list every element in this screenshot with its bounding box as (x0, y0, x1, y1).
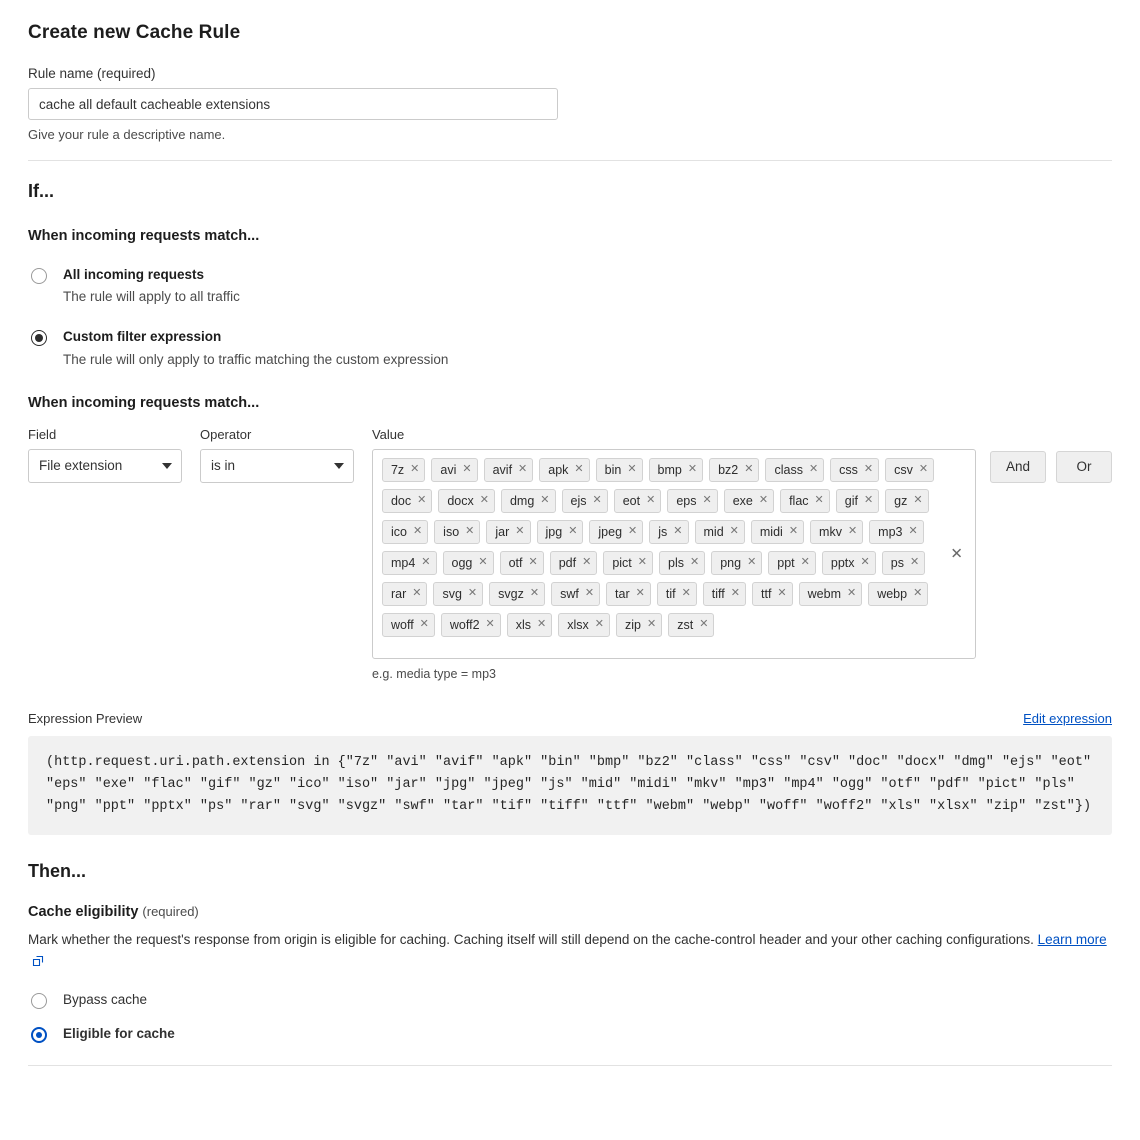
bottom-divider (28, 1065, 1112, 1066)
token-mp3[interactable] (869, 520, 924, 544)
token-label: tif (665, 586, 676, 601)
token-remove-icon[interactable]: ✕ (788, 525, 799, 538)
token-label: webm (807, 586, 841, 601)
token-label: class (774, 462, 803, 477)
token-label: pls (668, 555, 684, 570)
token-label: gz (894, 493, 908, 508)
token-label: ppt (777, 555, 795, 570)
token-jpg[interactable] (537, 520, 584, 544)
token-mkv[interactable] (810, 520, 863, 544)
token-label: bin (604, 462, 622, 477)
token-remove-icon[interactable]: ✕ (485, 618, 495, 631)
token-mid[interactable] (695, 520, 745, 544)
token-ps[interactable] (882, 551, 925, 575)
token-remove-icon[interactable]: ✕ (568, 525, 578, 538)
radio-eligible-for-cache[interactable] (28, 1025, 1112, 1043)
token-ogg[interactable] (443, 551, 494, 575)
token-label: pict (612, 555, 632, 570)
field-label: Field (28, 426, 57, 442)
value-token-input[interactable] (372, 449, 976, 659)
operator-column (200, 427, 354, 483)
token-label: tiff (711, 586, 725, 601)
token-remove-icon[interactable]: ✕ (635, 587, 645, 600)
token-remove-icon[interactable]: ✕ (747, 556, 757, 569)
chevron-down-icon (334, 463, 344, 469)
token-remove-icon[interactable]: ✕ (846, 587, 857, 600)
token-label: zst (677, 617, 694, 632)
token-remove-icon[interactable]: ✕ (729, 525, 739, 538)
token-zip[interactable] (616, 613, 662, 637)
token-bz2[interactable] (709, 458, 759, 482)
token-remove-icon[interactable]: ✕ (582, 556, 592, 569)
token-label: swf (560, 586, 579, 601)
cache-eligibility-heading (28, 904, 1112, 920)
radio-icon-eligible-for-cache[interactable] (31, 1027, 47, 1043)
token-remove-icon[interactable]: ✕ (808, 463, 819, 476)
value-column (372, 427, 976, 681)
expression-builder (28, 427, 1112, 681)
token-pptx[interactable] (822, 551, 876, 575)
token-pdf[interactable] (550, 551, 598, 575)
token-label: flac (789, 493, 809, 508)
token-label: css (839, 462, 858, 477)
token-remove-icon[interactable]: ✕ (730, 587, 740, 600)
token-remove-icon[interactable]: ✕ (592, 494, 602, 507)
and-button[interactable]: And (990, 451, 1046, 483)
cache-eligibility-description-text: Mark whether the request's response from origin is eligible for caching. Caching itself will still depend on the cache-control header and your other caching configurations. (28, 932, 1038, 948)
token-remove-icon[interactable]: ✕ (594, 618, 605, 631)
if-section-title: If... (28, 181, 54, 201)
token-flac[interactable] (780, 489, 830, 513)
token-remove-icon[interactable]: ✕ (702, 494, 712, 507)
token-remove-icon[interactable]: ✕ (758, 494, 769, 507)
token-remove-icon[interactable]: ✕ (478, 556, 488, 569)
field-select[interactable] (28, 449, 182, 483)
token-remove-icon[interactable]: ✕ (687, 463, 698, 476)
token-remove-icon[interactable]: ✕ (467, 587, 478, 600)
radio-label-eligible-for-cache: Eligible for cache (63, 1026, 175, 1042)
token-label: ogg (451, 555, 473, 570)
token-remove-icon[interactable]: ✕ (574, 463, 584, 476)
token-otf[interactable] (500, 551, 544, 575)
token-label: jpeg (598, 524, 623, 539)
token-label: mid (703, 524, 724, 539)
operator-select[interactable] (200, 449, 354, 483)
token-pict[interactable] (603, 551, 653, 575)
token-jar[interactable] (486, 520, 530, 544)
token-remove-icon[interactable]: ✕ (918, 463, 929, 476)
token-remove-icon[interactable]: ✕ (800, 556, 810, 569)
token-remove-icon[interactable]: ✕ (462, 463, 472, 476)
token-woff2[interactable] (441, 613, 501, 637)
expression-preview-box: (http.request.uri.path.extension in {"7z" "avi" "avif" "apk" "bin" "bmp" "bz2" "class" "css" "csv" "doc" "docx" "dmg" "ejs" "eot" "eps" "exe" "flac" "gif" "gz" "ico" "iso" "jar" "jpg" "jpeg" "js" "mid" "midi" "mkv" "mp3" "mp4" "ogg" "otf" "pdf" "pict" "pls" "png" "ppt" "pptx" "ps" "rar" "svg" "svgz" "swf" "tar" "tif" "tiff" "ttf" "webm" "webp" "woff" "woff2" "xls" "xlsx" "zip" "zst"}) (28, 736, 1112, 836)
token-xls[interactable] (507, 613, 553, 637)
token-label: rar (390, 586, 407, 601)
cache-eligibility-description (28, 930, 1112, 973)
token-bin[interactable] (596, 458, 643, 482)
token-label: svg (442, 586, 462, 601)
rule-name-group (28, 66, 1112, 142)
token-webm[interactable] (799, 582, 863, 606)
token-remove-icon[interactable]: ✕ (518, 463, 528, 476)
token-label: dmg (509, 493, 535, 508)
token-xlsx[interactable] (558, 613, 610, 637)
token-swf[interactable] (551, 582, 600, 606)
token-tif[interactable] (657, 582, 697, 606)
token-label: apk (548, 462, 569, 477)
token-ppt[interactable] (768, 551, 816, 575)
rule-name-label: Rule name (required) (28, 66, 156, 81)
token-remove-icon[interactable]: ✕ (744, 463, 754, 476)
token-remove-icon[interactable]: ✕ (479, 494, 489, 507)
token-label: mp3 (878, 524, 903, 539)
token-gz[interactable] (885, 489, 928, 513)
radio-label-bypass-cache: Bypass cache (63, 991, 148, 1007)
token-svgz[interactable] (489, 582, 545, 606)
token-remove-icon[interactable]: ✕ (646, 494, 656, 507)
token-label: doc (390, 493, 412, 508)
token-label: ttf (761, 586, 772, 601)
radio-label-all-requests: All incoming requests (63, 267, 205, 282)
field-column (28, 427, 182, 483)
radio-sublabel-custom-filter: The rule will only apply to traffic matching the custom expression (63, 351, 449, 367)
token-eps[interactable] (667, 489, 717, 513)
radio-icon-all-requests[interactable] (31, 268, 47, 284)
token-label: ico (390, 524, 407, 539)
token-label: docx (447, 493, 474, 508)
token-css[interactable] (830, 458, 879, 482)
token-label: ps (890, 555, 904, 570)
token-remove-icon[interactable]: ✕ (689, 556, 700, 569)
token-remove-icon[interactable]: ✕ (863, 494, 874, 507)
token-docx[interactable] (438, 489, 495, 513)
cache-eligibility-required: (required) (142, 904, 199, 920)
token-label: eot (622, 493, 641, 508)
radio-label-custom-filter: Custom filter expression (63, 329, 222, 345)
then-section-title: Then... (28, 861, 86, 882)
edit-expression-link[interactable]: Edit expression (1023, 710, 1112, 726)
token-apk[interactable] (539, 458, 589, 482)
token-remove-icon[interactable]: ✕ (417, 494, 427, 507)
token-pls[interactable] (659, 551, 705, 575)
builder-title: When incoming requests match... (28, 394, 260, 411)
token-label: ejs (570, 493, 587, 508)
token-label: mp4 (390, 555, 416, 570)
expression-preview-label: Expression Preview (28, 710, 143, 726)
token-woff[interactable] (382, 613, 435, 637)
token-label: svgz (498, 586, 524, 601)
token-label: bmp (657, 462, 682, 477)
token-bmp[interactable] (649, 458, 704, 482)
token-label: avi (440, 462, 457, 477)
token-js[interactable] (649, 520, 688, 544)
rule-name-input[interactable] (28, 88, 558, 120)
external-link-icon (32, 953, 44, 973)
chevron-down-icon (162, 463, 172, 469)
token-ejs[interactable] (562, 489, 608, 513)
token-label: xls (515, 617, 532, 632)
token-label: gif (844, 493, 858, 508)
token-label: avif (492, 462, 513, 477)
token-remove-icon[interactable]: ✕ (847, 525, 858, 538)
token-csv[interactable] (885, 458, 934, 482)
token-remove-icon[interactable]: ✕ (421, 556, 431, 569)
token-remove-icon[interactable]: ✕ (412, 587, 422, 600)
token-remove-icon[interactable]: ✕ (814, 494, 824, 507)
token-ttf[interactable] (752, 582, 793, 606)
token-label: 7z (390, 462, 405, 477)
token-remove-icon[interactable]: ✕ (699, 618, 709, 631)
token-midi[interactable] (751, 520, 804, 544)
token-tar[interactable] (606, 582, 651, 606)
token-tiff[interactable] (703, 582, 746, 606)
token-ico[interactable] (382, 520, 428, 544)
radio-custom-filter-expression[interactable] (28, 328, 1112, 368)
token-remove-icon[interactable]: ✕ (913, 494, 923, 507)
clear-all-icon[interactable]: ✕ (950, 545, 963, 563)
token-mp4[interactable] (382, 551, 437, 575)
radio-sublabel-all-requests: The rule will apply to all traffic (63, 289, 240, 305)
token-label: png (720, 555, 742, 570)
page-title: Create new Cache Rule (28, 22, 241, 43)
token-label: midi (759, 524, 783, 539)
token-remove-icon[interactable]: ✕ (860, 556, 870, 569)
token-label: webp (877, 586, 908, 601)
radio-icon-bypass-cache[interactable] (31, 993, 47, 1009)
token-remove-icon[interactable]: ✕ (863, 463, 874, 476)
token-remove-icon[interactable]: ✕ (913, 587, 923, 600)
token-rar[interactable] (382, 582, 428, 606)
logic-buttons (990, 427, 1112, 483)
token-remove-icon[interactable]: ✕ (529, 587, 540, 600)
radio-bypass-cache[interactable] (28, 991, 1112, 1009)
token-label: woff2 (449, 617, 480, 632)
radio-all-incoming-requests[interactable] (28, 266, 1112, 306)
field-select-value: File extension (39, 458, 123, 474)
token-label: woff (390, 617, 414, 632)
token-remove-icon[interactable]: ✕ (908, 525, 918, 538)
token-remove-icon[interactable]: ✕ (777, 587, 787, 600)
or-button[interactable]: Or (1056, 451, 1112, 483)
token-label: js (658, 524, 668, 539)
token-gif[interactable] (836, 489, 879, 513)
operator-select-value: is in (210, 458, 235, 474)
token-remove-icon[interactable]: ✕ (627, 463, 637, 476)
token-label: csv (894, 462, 913, 477)
token-zst[interactable] (668, 613, 714, 637)
token-png[interactable] (711, 551, 762, 575)
token-dmg[interactable] (501, 489, 556, 513)
token-label: jar (495, 524, 510, 539)
token-list (382, 458, 947, 637)
token-remove-icon[interactable]: ✕ (637, 556, 647, 569)
cache-eligibility-label: Cache eligibility (28, 904, 139, 921)
token-label: tar (615, 586, 630, 601)
divider (28, 160, 1112, 161)
token-svg[interactable] (433, 582, 483, 606)
rule-name-helper: Give your rule a descriptive name. (28, 127, 226, 142)
token-label: otf (508, 555, 523, 570)
radio-icon-custom-filter[interactable] (31, 330, 47, 346)
token-remove-icon[interactable]: ✕ (528, 556, 538, 569)
learn-more-link[interactable]: Learn more (1037, 932, 1107, 948)
token-label: iso (443, 524, 460, 539)
token-7z[interactable] (382, 458, 425, 482)
token-label: pptx (830, 555, 855, 570)
token-avif[interactable] (484, 458, 534, 482)
match-subsection-title: When incoming requests match... (28, 228, 260, 244)
token-remove-icon[interactable]: ✕ (410, 463, 420, 476)
token-remove-icon[interactable]: ✕ (540, 494, 550, 507)
token-avi[interactable] (431, 458, 477, 482)
token-remove-icon[interactable]: ✕ (647, 618, 657, 631)
token-eot[interactable] (614, 489, 662, 513)
token-label: pdf (558, 555, 577, 570)
token-label: eps (676, 493, 697, 508)
token-label: jpg (545, 524, 563, 539)
token-label: exe (732, 493, 753, 508)
token-exe[interactable] (724, 489, 774, 513)
token-iso[interactable] (434, 520, 480, 544)
token-remove-icon[interactable]: ✕ (584, 587, 595, 600)
token-remove-icon[interactable]: ✕ (909, 556, 920, 569)
token-remove-icon[interactable]: ✕ (515, 525, 525, 538)
value-helper-text: e.g. media type = mp3 (371, 666, 496, 681)
token-label: zip (625, 617, 641, 632)
operator-label: Operator (199, 426, 252, 442)
token-remove-icon[interactable]: ✕ (419, 618, 429, 631)
token-class[interactable] (765, 458, 824, 482)
token-remove-icon[interactable]: ✕ (537, 618, 547, 631)
value-label: Value (371, 426, 405, 442)
token-remove-icon[interactable]: ✕ (412, 525, 423, 538)
token-doc[interactable] (382, 489, 432, 513)
token-remove-icon[interactable]: ✕ (628, 525, 638, 538)
expression-preview-header (28, 711, 1112, 726)
token-label: bz2 (718, 462, 739, 477)
token-label: xlsx (567, 617, 589, 632)
token-webp[interactable] (868, 582, 928, 606)
token-remove-icon[interactable]: ✕ (465, 525, 475, 538)
token-remove-icon[interactable]: ✕ (681, 587, 691, 600)
token-remove-icon[interactable]: ✕ (673, 525, 683, 538)
token-jpeg[interactable] (589, 520, 643, 544)
token-label: mkv (819, 524, 842, 539)
